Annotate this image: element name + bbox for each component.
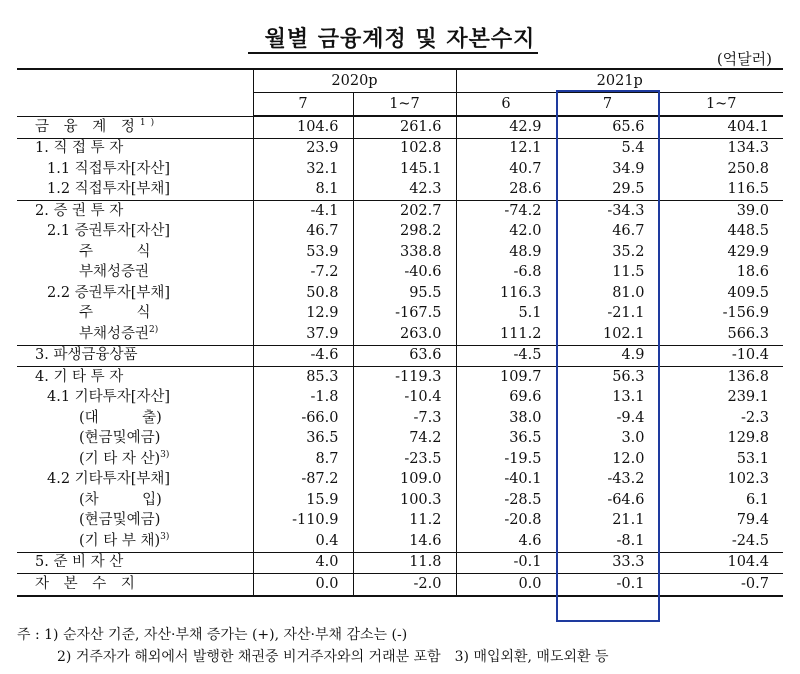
row-label	[17, 283, 253, 304]
value-cell: 42.9	[456, 116, 556, 138]
table-row	[17, 116, 783, 138]
value-cell: 56.3	[556, 367, 659, 388]
row-label	[17, 159, 253, 180]
value-cell: 0.0	[456, 574, 556, 596]
value-cell: -7.2	[253, 263, 353, 284]
value-cell: 3.0	[556, 429, 659, 450]
value-cell: -40.6	[353, 263, 456, 284]
value-cell: 74.2	[353, 429, 456, 450]
row-label-text: 2.1 증권투자[자산]	[47, 223, 171, 240]
table-body	[17, 116, 783, 596]
financial-account-table	[17, 68, 783, 597]
row-label	[17, 242, 253, 263]
table-row	[17, 367, 783, 388]
value-cell: -9.4	[556, 408, 659, 429]
table-row	[17, 138, 783, 159]
value-cell: 12.0	[556, 449, 659, 470]
table-row	[17, 283, 783, 304]
row-label	[17, 574, 253, 596]
row-label	[17, 324, 253, 345]
value-cell: -4.1	[253, 201, 353, 222]
header-col: 1~7	[353, 93, 456, 117]
header-row-years	[17, 69, 783, 93]
value-cell: 145.1	[353, 159, 456, 180]
value-cell: 116.5	[659, 180, 783, 201]
row-label-text: 5. 준 비 자 산	[35, 554, 124, 571]
table-row	[17, 408, 783, 429]
value-cell: 79.4	[659, 511, 783, 532]
row-label	[17, 116, 253, 138]
row-label	[17, 511, 253, 532]
value-cell: 338.8	[353, 242, 456, 263]
row-label	[17, 222, 253, 243]
value-cell: -4.6	[253, 345, 353, 367]
table-row	[17, 242, 783, 263]
value-cell: -87.2	[253, 470, 353, 491]
value-cell: -0.7	[659, 574, 783, 596]
value-cell: 35.2	[556, 242, 659, 263]
value-cell: -6.8	[456, 263, 556, 284]
row-label	[17, 367, 253, 388]
row-label-text: 2.2 증권투자[부채]	[47, 284, 171, 301]
value-cell: 109.0	[353, 470, 456, 491]
value-cell: -1.8	[253, 388, 353, 409]
row-label	[17, 180, 253, 201]
table-row	[17, 180, 783, 201]
value-cell: 42.0	[456, 222, 556, 243]
footnote-marker: 2)	[149, 324, 159, 335]
value-cell: 32.1	[253, 159, 353, 180]
row-label	[17, 552, 253, 574]
value-cell: 261.6	[353, 116, 456, 138]
value-cell: 12.1	[456, 138, 556, 159]
row-label-text: (현금및예금)	[79, 430, 161, 447]
footnote-marker: 1)	[139, 117, 160, 128]
value-cell: -43.2	[556, 470, 659, 491]
value-cell: 13.1	[556, 388, 659, 409]
value-cell: 29.5	[556, 180, 659, 201]
value-cell: 23.9	[253, 138, 353, 159]
value-cell: 429.9	[659, 242, 783, 263]
value-cell: 11.2	[353, 511, 456, 532]
value-cell: 102.1	[556, 324, 659, 345]
row-label	[17, 490, 253, 511]
value-cell: 85.3	[253, 367, 353, 388]
value-cell: 0.0	[253, 574, 353, 596]
table-row	[17, 324, 783, 345]
value-cell: 95.5	[353, 283, 456, 304]
row-label	[17, 201, 253, 222]
header-col: 7	[253, 93, 353, 117]
value-cell: 8.7	[253, 449, 353, 470]
value-cell: 104.4	[659, 552, 783, 574]
value-cell: -7.3	[353, 408, 456, 429]
value-cell: 202.7	[353, 201, 456, 222]
value-cell: 298.2	[353, 222, 456, 243]
row-label-text: 2. 증 권 투 자	[35, 202, 124, 219]
value-cell: 100.3	[353, 490, 456, 511]
table-row	[17, 159, 783, 180]
row-label	[17, 304, 253, 325]
header-col: 1~7	[659, 93, 783, 117]
value-cell: -0.1	[556, 574, 659, 596]
value-cell: -2.0	[353, 574, 456, 596]
value-cell: -2.3	[659, 408, 783, 429]
value-cell: 239.1	[659, 388, 783, 409]
row-label	[17, 429, 253, 450]
value-cell: -34.3	[556, 201, 659, 222]
value-cell: 37.9	[253, 324, 353, 345]
value-cell: 48.9	[456, 242, 556, 263]
footnote-marker: 3)	[160, 531, 170, 542]
row-label-text: (현금및예금)	[79, 512, 161, 529]
value-cell: 14.6	[353, 531, 456, 552]
row-label-text: 부채성증권	[79, 264, 150, 281]
header-col: 7	[556, 93, 659, 117]
value-cell: 102.8	[353, 138, 456, 159]
row-label	[17, 470, 253, 491]
footnote-line-2: 2) 거주자가 해외에서 발행한 채권중 비거주자와의 거래분 포함 3) 매입외환, 매도외환 등	[57, 649, 609, 665]
value-cell: -8.1	[556, 531, 659, 552]
value-cell: 15.9	[253, 490, 353, 511]
value-cell: 4.6	[456, 531, 556, 552]
value-cell: -156.9	[659, 304, 783, 325]
value-cell: 81.0	[556, 283, 659, 304]
table-row	[17, 449, 783, 470]
value-cell: 116.3	[456, 283, 556, 304]
value-cell: 39.0	[659, 201, 783, 222]
value-cell: 46.7	[556, 222, 659, 243]
row-label-text: 주 식	[79, 243, 151, 260]
table-row	[17, 429, 783, 450]
row-label-text: 1.2 직접투자[부채]	[47, 181, 171, 198]
value-cell: 109.7	[456, 367, 556, 388]
value-cell: 36.5	[253, 429, 353, 450]
title-underline	[248, 52, 538, 54]
value-cell: 4.0	[253, 552, 353, 574]
value-cell: 11.5	[556, 263, 659, 284]
value-cell: 46.7	[253, 222, 353, 243]
row-label-text: 1. 직 접 투 자	[35, 140, 124, 157]
value-cell: 8.1	[253, 180, 353, 201]
value-cell: -0.1	[456, 552, 556, 574]
value-cell: 12.9	[253, 304, 353, 325]
value-cell: -28.5	[456, 490, 556, 511]
value-cell: 11.8	[353, 552, 456, 574]
table-row	[17, 490, 783, 511]
header-col: 6	[456, 93, 556, 117]
table-row	[17, 511, 783, 532]
row-label-text: (기 타 부 채)	[79, 532, 161, 549]
row-label-text: (차 입)	[79, 491, 162, 508]
value-cell: -110.9	[253, 511, 353, 532]
value-cell: 111.2	[456, 324, 556, 345]
value-cell: 566.3	[659, 324, 783, 345]
value-cell: 102.3	[659, 470, 783, 491]
table-row	[17, 552, 783, 574]
row-label	[17, 138, 253, 159]
value-cell: 40.7	[456, 159, 556, 180]
value-cell: -21.1	[556, 304, 659, 325]
row-label	[17, 531, 253, 552]
footnote-marker: 3)	[160, 449, 170, 460]
table-row	[17, 470, 783, 491]
row-label-text: 1.1 직접투자[자산]	[47, 160, 171, 177]
value-cell: 409.5	[659, 283, 783, 304]
row-label-text: 자 본 수 지	[35, 575, 140, 592]
value-cell: 134.3	[659, 138, 783, 159]
row-label	[17, 345, 253, 367]
value-cell: 136.8	[659, 367, 783, 388]
value-cell: 33.3	[556, 552, 659, 574]
row-label-text: 3. 파생금융상품	[35, 347, 138, 364]
value-cell: 28.6	[456, 180, 556, 201]
header-blank	[17, 69, 253, 116]
value-cell: 63.6	[353, 345, 456, 367]
footnotes	[17, 624, 609, 668]
value-cell: 42.3	[353, 180, 456, 201]
value-cell: 263.0	[353, 324, 456, 345]
header-year-2021: 2021p	[456, 69, 783, 93]
table-row	[17, 263, 783, 284]
table-row	[17, 201, 783, 222]
value-cell: 6.1	[659, 490, 783, 511]
value-cell: -20.8	[456, 511, 556, 532]
row-label-text: 4. 기 타 투 자	[35, 368, 124, 385]
row-label-text: (대 출)	[79, 409, 162, 426]
value-cell: -74.2	[456, 201, 556, 222]
value-cell: 65.6	[556, 116, 659, 138]
unit-label: (억달러)	[716, 50, 772, 68]
table-row	[17, 574, 783, 596]
value-cell: -10.4	[659, 345, 783, 367]
row-label	[17, 408, 253, 429]
row-label-text: 4.2 기타투자[부채]	[47, 471, 171, 488]
value-cell: 18.6	[659, 263, 783, 284]
value-cell: 4.9	[556, 345, 659, 367]
table-row	[17, 531, 783, 552]
value-cell: 69.6	[456, 388, 556, 409]
table-row	[17, 222, 783, 243]
row-label-text: 4.1 기타투자[자산]	[47, 389, 171, 406]
row-label-text: 부채성증권	[79, 325, 150, 342]
row-label-text: 금 융 계 정	[35, 118, 140, 135]
value-cell: 53.1	[659, 449, 783, 470]
value-cell: 250.8	[659, 159, 783, 180]
value-cell: 34.9	[556, 159, 659, 180]
footnote-line-1: 주 : 1) 순자산 기준, 자산·부채 증가는 (+), 자산·부채 감소는 (-)	[17, 627, 408, 643]
value-cell: -119.3	[353, 367, 456, 388]
value-cell: -19.5	[456, 449, 556, 470]
value-cell: 53.9	[253, 242, 353, 263]
table-row	[17, 304, 783, 325]
table-row	[17, 345, 783, 367]
value-cell: -64.6	[556, 490, 659, 511]
value-cell: -40.1	[456, 470, 556, 491]
value-cell: 50.8	[253, 283, 353, 304]
row-label-text: 주 식	[79, 305, 151, 322]
value-cell: -66.0	[253, 408, 353, 429]
value-cell: 5.4	[556, 138, 659, 159]
value-cell: -23.5	[353, 449, 456, 470]
row-label	[17, 449, 253, 470]
value-cell: 129.8	[659, 429, 783, 450]
page-title: 월별 금융계정 및 자본수지	[264, 26, 536, 52]
value-cell: 38.0	[456, 408, 556, 429]
value-cell: 21.1	[556, 511, 659, 532]
header-year-2020: 2020p	[253, 69, 456, 93]
table-row	[17, 388, 783, 409]
value-cell: 5.1	[456, 304, 556, 325]
value-cell: 0.4	[253, 531, 353, 552]
value-cell: 448.5	[659, 222, 783, 243]
value-cell: -4.5	[456, 345, 556, 367]
value-cell: -167.5	[353, 304, 456, 325]
value-cell: -10.4	[353, 388, 456, 409]
value-cell: 404.1	[659, 116, 783, 138]
row-label	[17, 388, 253, 409]
value-cell: 104.6	[253, 116, 353, 138]
row-label	[17, 263, 253, 284]
value-cell: -24.5	[659, 531, 783, 552]
value-cell: 36.5	[456, 429, 556, 450]
row-label-text: (기 타 자 산)	[79, 450, 161, 467]
